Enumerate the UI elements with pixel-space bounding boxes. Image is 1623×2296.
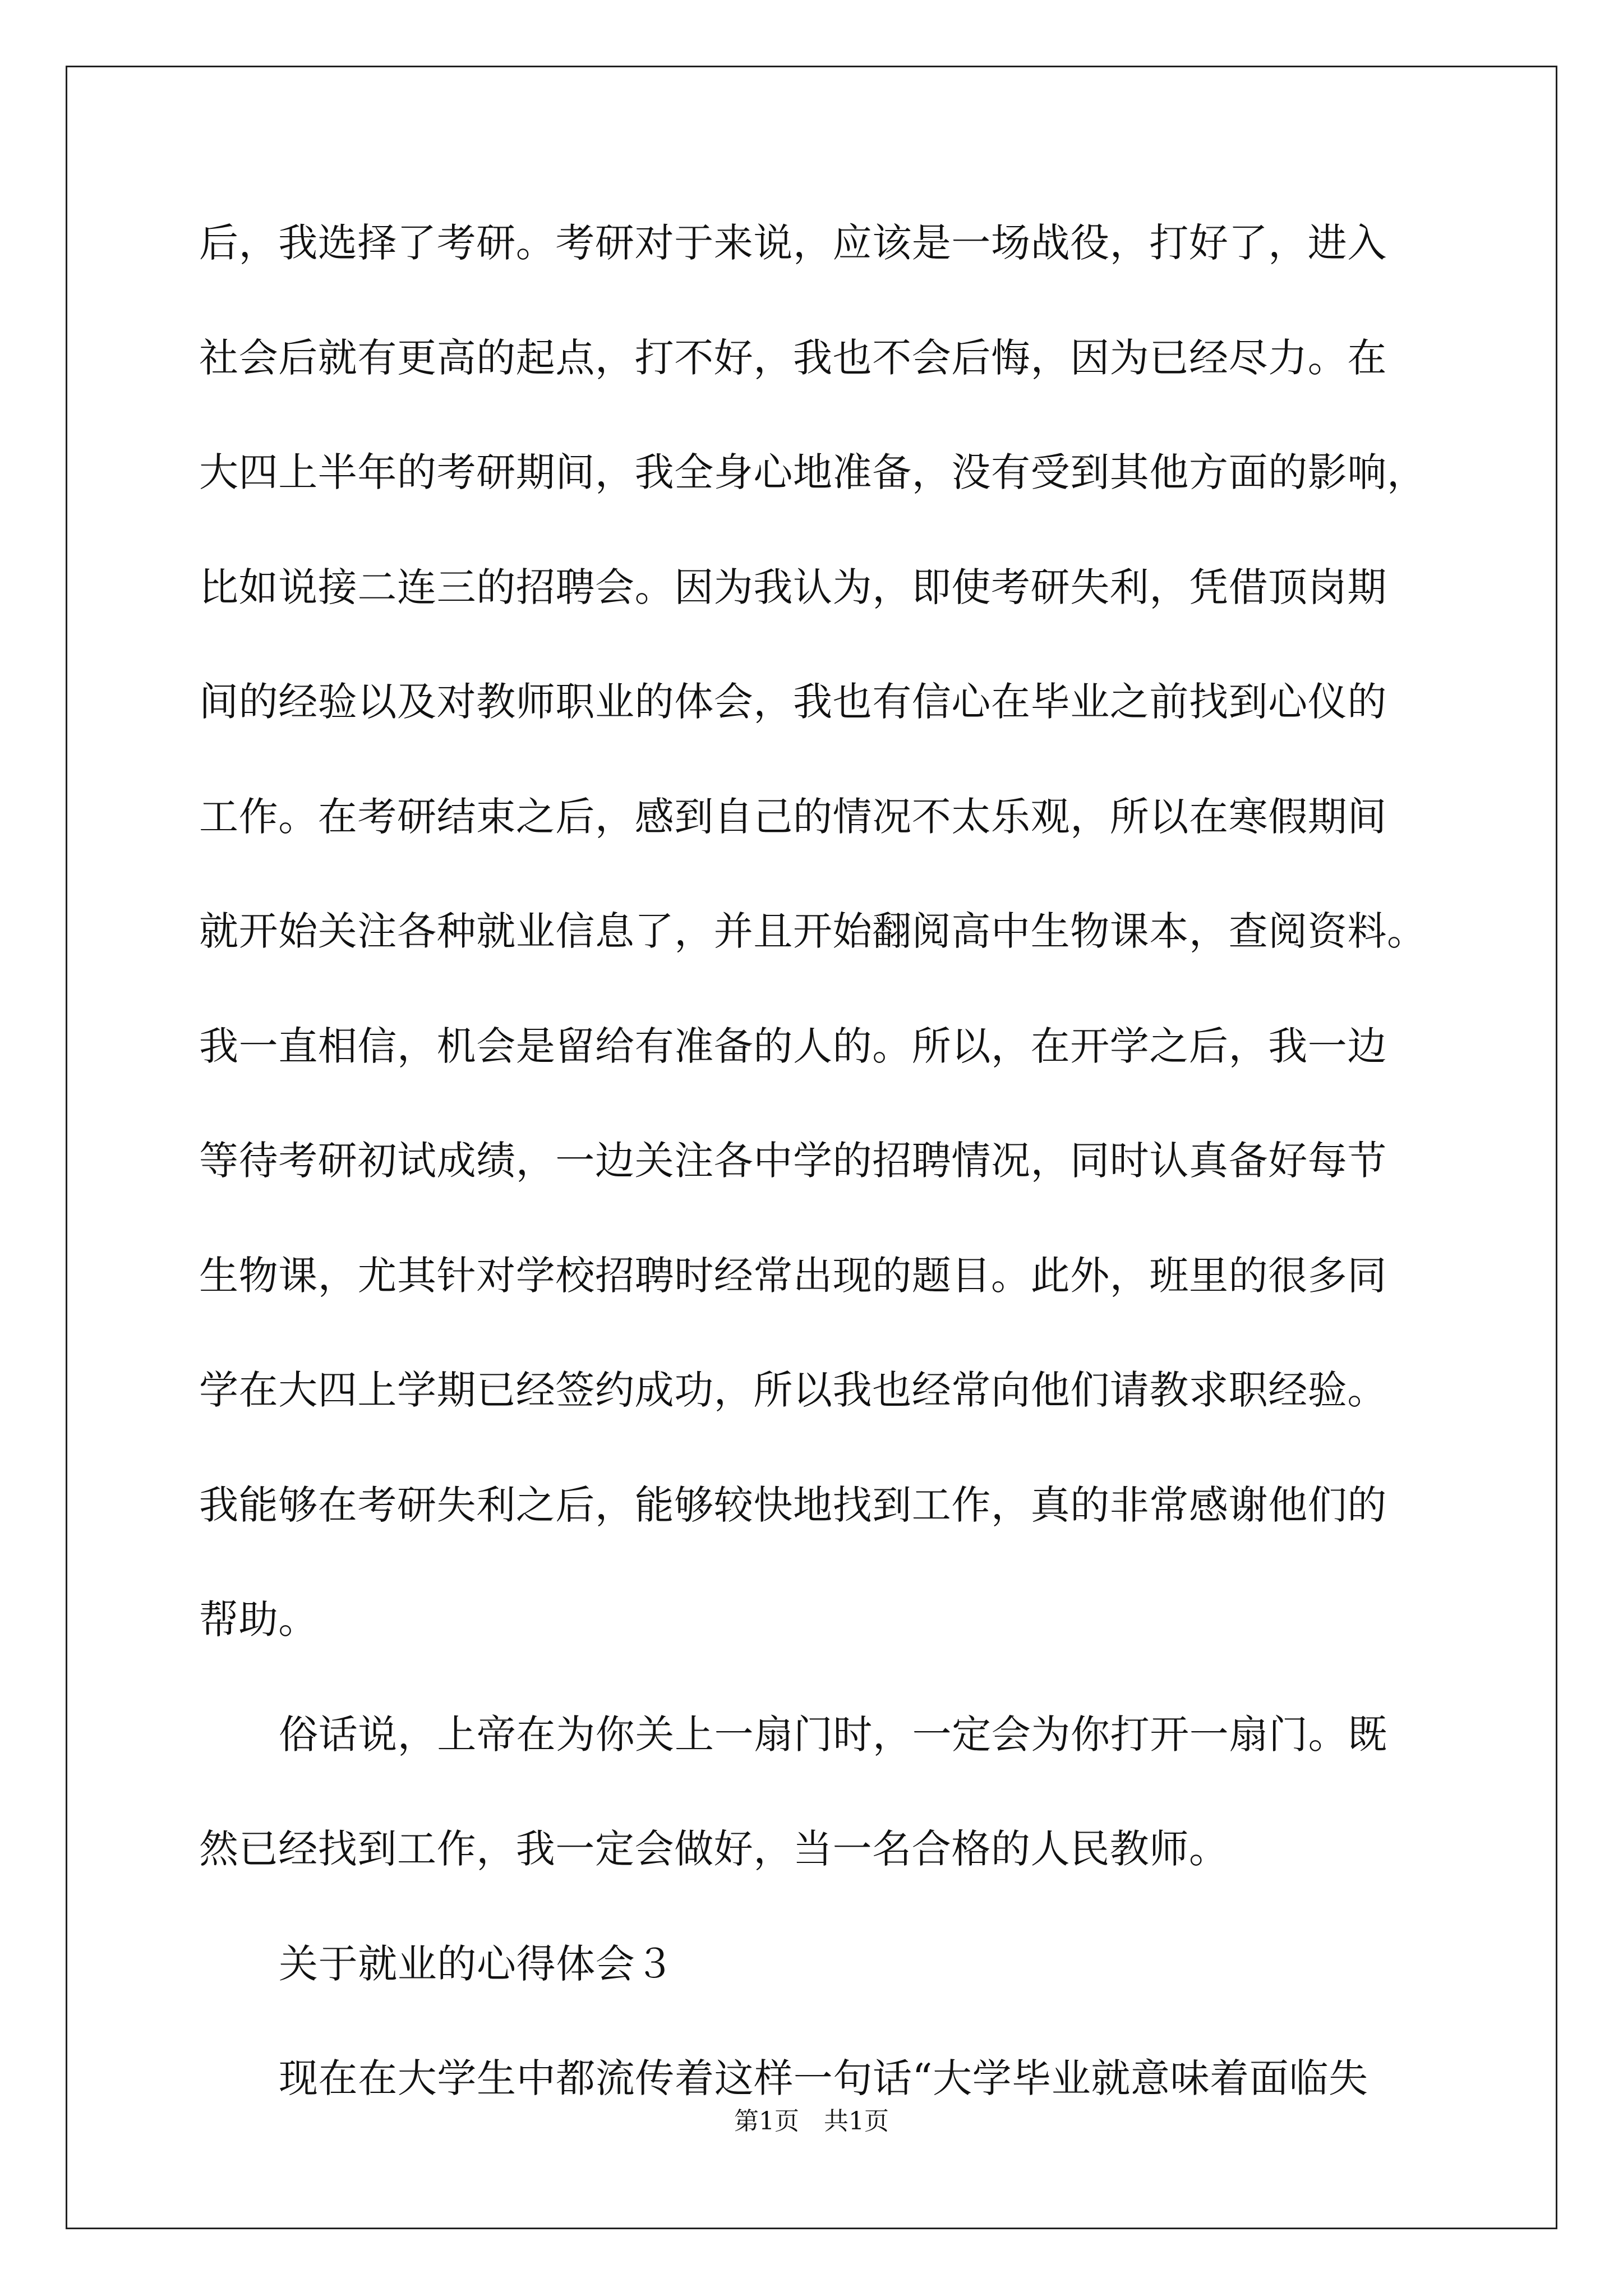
text-line: 工作。在考研结束之后，感到自己的情况不太乐观，所以在寒假期间 <box>199 794 1387 840</box>
text-line: 帮助。 <box>199 1596 318 1642</box>
text-line: 学在大四上学期已经签约成功，所以我也经常向他们请教求职经验。 <box>199 1367 1387 1413</box>
text-line: 生物课，尤其针对学校招聘时经常出现的题目。此外，班里的很多同 <box>199 1253 1387 1299</box>
text-line: 比如说接二连三的招聘会。因为我认为，即使考研失利，凭借顶岗期 <box>199 564 1387 610</box>
paragraph-first-line: 俗话说，上帝在为你关上一扇门时，一定会为你打开一扇门。既 <box>279 1711 1387 1757</box>
text-line: 然已经找到工作，我一定会做好，当一名合格的人民教师。 <box>199 1826 1229 1872</box>
section-heading: 关于就业的心得体会３ <box>279 1941 675 1987</box>
text-line: 社会后就有更高的起点，打不好，我也不会后悔，因为已经尽力。在 <box>199 335 1387 381</box>
paragraph-first-line: 现在在大学生中都流传着这样一句话“大学毕业就意味着面临失 <box>279 2055 1368 2101</box>
text-line: 我一直相信，机会是留给有准备的人的。所以，在开学之后，我一边 <box>199 1023 1387 1069</box>
page-number-footer: 第1页 共1页 <box>734 2107 889 2136</box>
text-line: 我能够在考研失利之后，能够较快地找到工作，真的非常感谢他们的 <box>199 1482 1387 1528</box>
text-line: 大四上半年的考研期间，我全身心地准备，没有受到其他方面的影响， <box>199 449 1427 495</box>
text-line: 等待考研初试成绩，一边关注各中学的招聘情况，同时认真备好每节 <box>199 1138 1387 1184</box>
text-line: 间的经验以及对教师职业的体会，我也有信心在毕业之前找到心仪的 <box>199 679 1387 725</box>
text-line: 后，我选择了考研。考研对于来说，应该是一场战役，打好了，进入 <box>199 220 1387 266</box>
text-line: 就开始关注各种就业信息了，并且开始翻阅高中生物课本，查阅资料。 <box>199 908 1427 954</box>
